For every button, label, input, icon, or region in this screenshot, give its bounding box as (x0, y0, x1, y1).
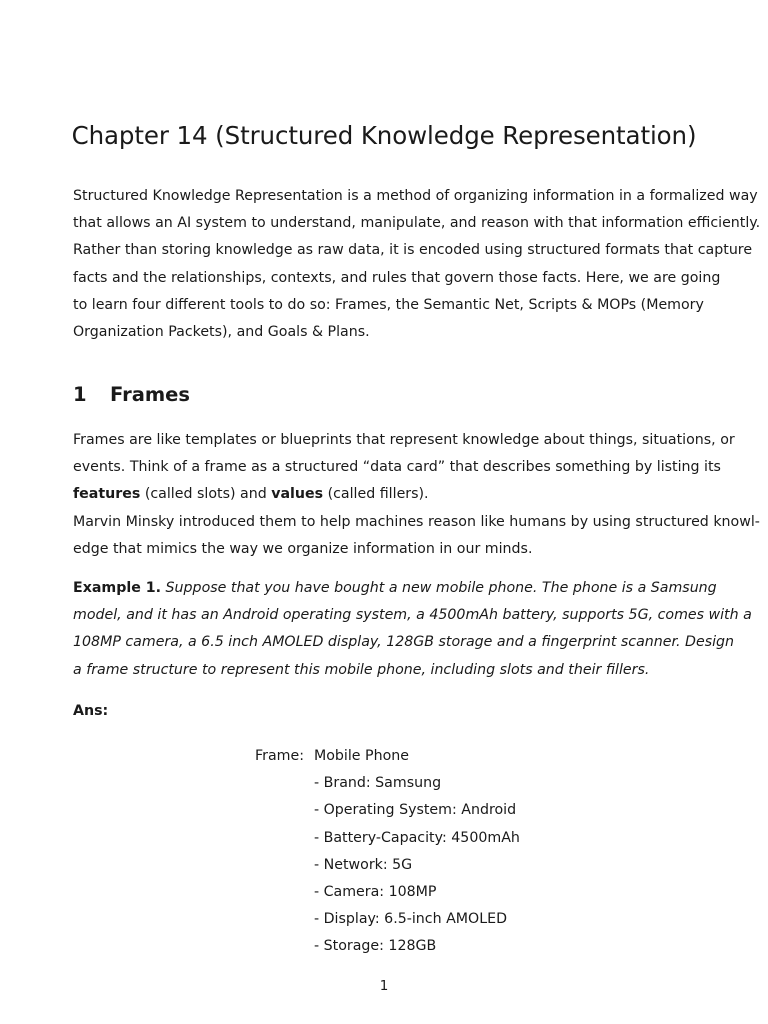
intro-line: that allows an AI system to understand, manipulate, and reason with that information efficiently. (73, 215, 761, 232)
minsky-line: Marvin Minsky introduced them to help machines reason like humans by using structured knowl- (73, 514, 760, 530)
intro-line: to learn four different tools to do so: Frames, the Semantic Net, Scripts & MOPs (Memory (73, 296, 704, 313)
example-label: Example 1. (73, 580, 162, 596)
section-heading-frames (73, 380, 190, 410)
frames-intro-line (73, 481, 695, 508)
frame-slot-text: - Battery-Capacity: 4500mAh (314, 829, 520, 846)
example-line: a frame structure to represent this mobile phone, including slots and their fillers. (73, 661, 650, 678)
minsky-line: edge that mimics the way we organize information in our minds. (73, 541, 533, 558)
frames-intro-paragraph (73, 427, 735, 509)
frame-key: Frame: (255, 748, 304, 764)
section-number: 1 (73, 383, 87, 406)
frame-slot (255, 770, 520, 797)
frame-header-row (255, 743, 520, 770)
frame-name: Mobile Phone (314, 748, 409, 764)
intro-paragraph (73, 183, 761, 346)
frame-structure (255, 743, 520, 961)
intro-line: facts and the relationships, contexts, and rules that govern those facts. Here, we are going (73, 269, 721, 286)
answer-label: Ans: (73, 703, 109, 719)
example-line (73, 575, 717, 602)
example-text: Suppose that you have bought a new mobile phone. The phone is a Samsung (161, 580, 717, 596)
section-title: Frames (110, 383, 190, 406)
frame-slot (255, 933, 520, 960)
frame-slot (255, 852, 520, 879)
frames-intro-text: (called fillers). (323, 486, 429, 503)
frame-slot (255, 825, 520, 852)
intro-line: Rather than storing knowledge as raw data, it is encoded using structured formats that capture (73, 242, 753, 259)
example-line: 108MP camera, a 6.5 inch AMOLED display, 128GB storage and a fingerprint scanner. Design (73, 634, 735, 651)
frame-slot (255, 797, 520, 824)
frame-slot-text: - Storage: 128GB (314, 938, 437, 955)
page-number: 1 (379, 978, 389, 994)
frames-intro-line: Frames are like templates or blueprints that represent knowledge about things, situations, or (73, 432, 735, 448)
frame-slot-text: - Camera: 108MP (314, 883, 437, 900)
intro-line: Organization Packets), and Goals & Plans. (73, 323, 370, 340)
frame-slot-text: - Operating System: Android (314, 802, 517, 819)
frame-slot (255, 879, 520, 906)
frame-slot-text: - Brand: Samsung (314, 775, 442, 792)
frames-intro-text: (called slots) and (140, 486, 272, 503)
minsky-paragraph (73, 509, 760, 563)
term-features: features (73, 486, 141, 503)
chapter-title: Chapter 14 (Structured Knowledge Representation) (71, 121, 697, 150)
term-values: values (271, 486, 324, 503)
example-line: model, and it has an Android operating system, a 4500mAh battery, supports 5G, comes with a (73, 607, 752, 624)
intro-line: Structured Knowledge Representation is a method of organizing information in a formalized way (73, 188, 758, 204)
example-paragraph (73, 575, 752, 684)
frames-intro-line: events. Think of a frame as a structured “data card” that describes something by listing its (73, 459, 721, 476)
frame-slot-text: - Network: 5G (314, 856, 413, 873)
frame-slot-text: - Display: 6.5-inch AMOLED (314, 911, 508, 928)
frame-slot (255, 906, 520, 933)
